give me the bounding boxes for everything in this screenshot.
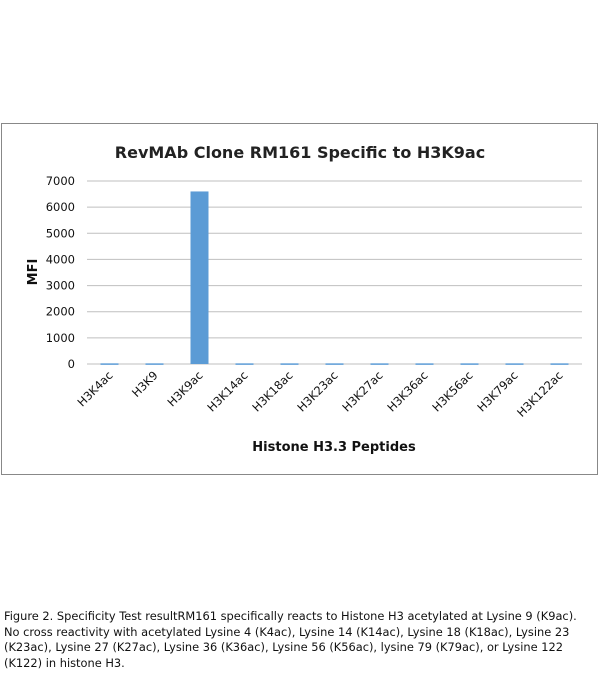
bar-layer bbox=[101, 191, 569, 364]
chart-title: RevMAb Clone RM161 Specific to H3K9ac bbox=[114, 143, 486, 162]
x-axis-label: Histone H3.3 Peptides bbox=[252, 440, 416, 455]
x-tick-label: H3K27ac bbox=[339, 368, 386, 415]
bar-h3k14ac bbox=[236, 363, 254, 365]
grid-layer bbox=[87, 181, 582, 364]
bar-h3k122ac bbox=[551, 363, 569, 365]
y-tick-label: 0 bbox=[67, 357, 75, 371]
x-tick-label: H3K122ac bbox=[514, 368, 566, 420]
bar-h3k36ac bbox=[416, 363, 434, 365]
y-tick-label: 6000 bbox=[45, 200, 75, 215]
bar-chart bbox=[2, 124, 599, 476]
tick-layer bbox=[46, 174, 566, 420]
y-axis-label: MFI bbox=[26, 258, 41, 286]
chart-frame bbox=[1, 123, 598, 475]
y-tick-label: 1000 bbox=[45, 330, 75, 345]
y-tick-label: 5000 bbox=[45, 226, 75, 241]
bar-h3k9 bbox=[146, 363, 164, 365]
y-tick-label: 3000 bbox=[45, 278, 75, 293]
y-tick-label: 7000 bbox=[45, 174, 75, 188]
x-tick-label: H3K9ac bbox=[164, 368, 206, 410]
x-tick-label: H3K79ac bbox=[474, 368, 521, 415]
x-tick-label: H3K9 bbox=[128, 368, 161, 400]
bar-h3k18ac bbox=[281, 363, 299, 365]
bar-h3k4ac bbox=[101, 363, 119, 365]
bar-h3k27ac bbox=[371, 363, 389, 365]
y-tick-label: 2000 bbox=[45, 304, 75, 319]
bar-h3k23ac bbox=[326, 363, 344, 365]
x-tick-label: H3K18ac bbox=[249, 368, 296, 415]
y-tick-label: 4000 bbox=[45, 252, 75, 267]
x-tick-label: H3K14ac bbox=[204, 368, 251, 415]
x-tick-label: H3K23ac bbox=[294, 368, 341, 415]
figure-caption: Figure 2. Specificity Test resultRM161 specifically reacts to Histone H3 acetylated at Lysine 9 (K9ac). No cross reactivity with acetylated Lysine 4 (K4ac), Lysine 14 (K14ac), Lysine 18 (K18ac), Lysine 23 (K23ac), Lysine 27 (K27ac), Lysine 36 (K36ac), Lysine 56 (K56ac), lysine 79 (K79ac), or Lysine 122 (K122) in histone H3. bbox=[4, 609, 577, 670]
x-tick-label: H3K56ac bbox=[429, 368, 476, 415]
bar-h3k56ac bbox=[461, 363, 479, 365]
x-tick-label: H3K4ac bbox=[74, 368, 116, 410]
x-tick-label: H3K36ac bbox=[384, 368, 431, 415]
bar-h3k9ac bbox=[191, 191, 209, 364]
bar-h3k79ac bbox=[506, 363, 524, 365]
